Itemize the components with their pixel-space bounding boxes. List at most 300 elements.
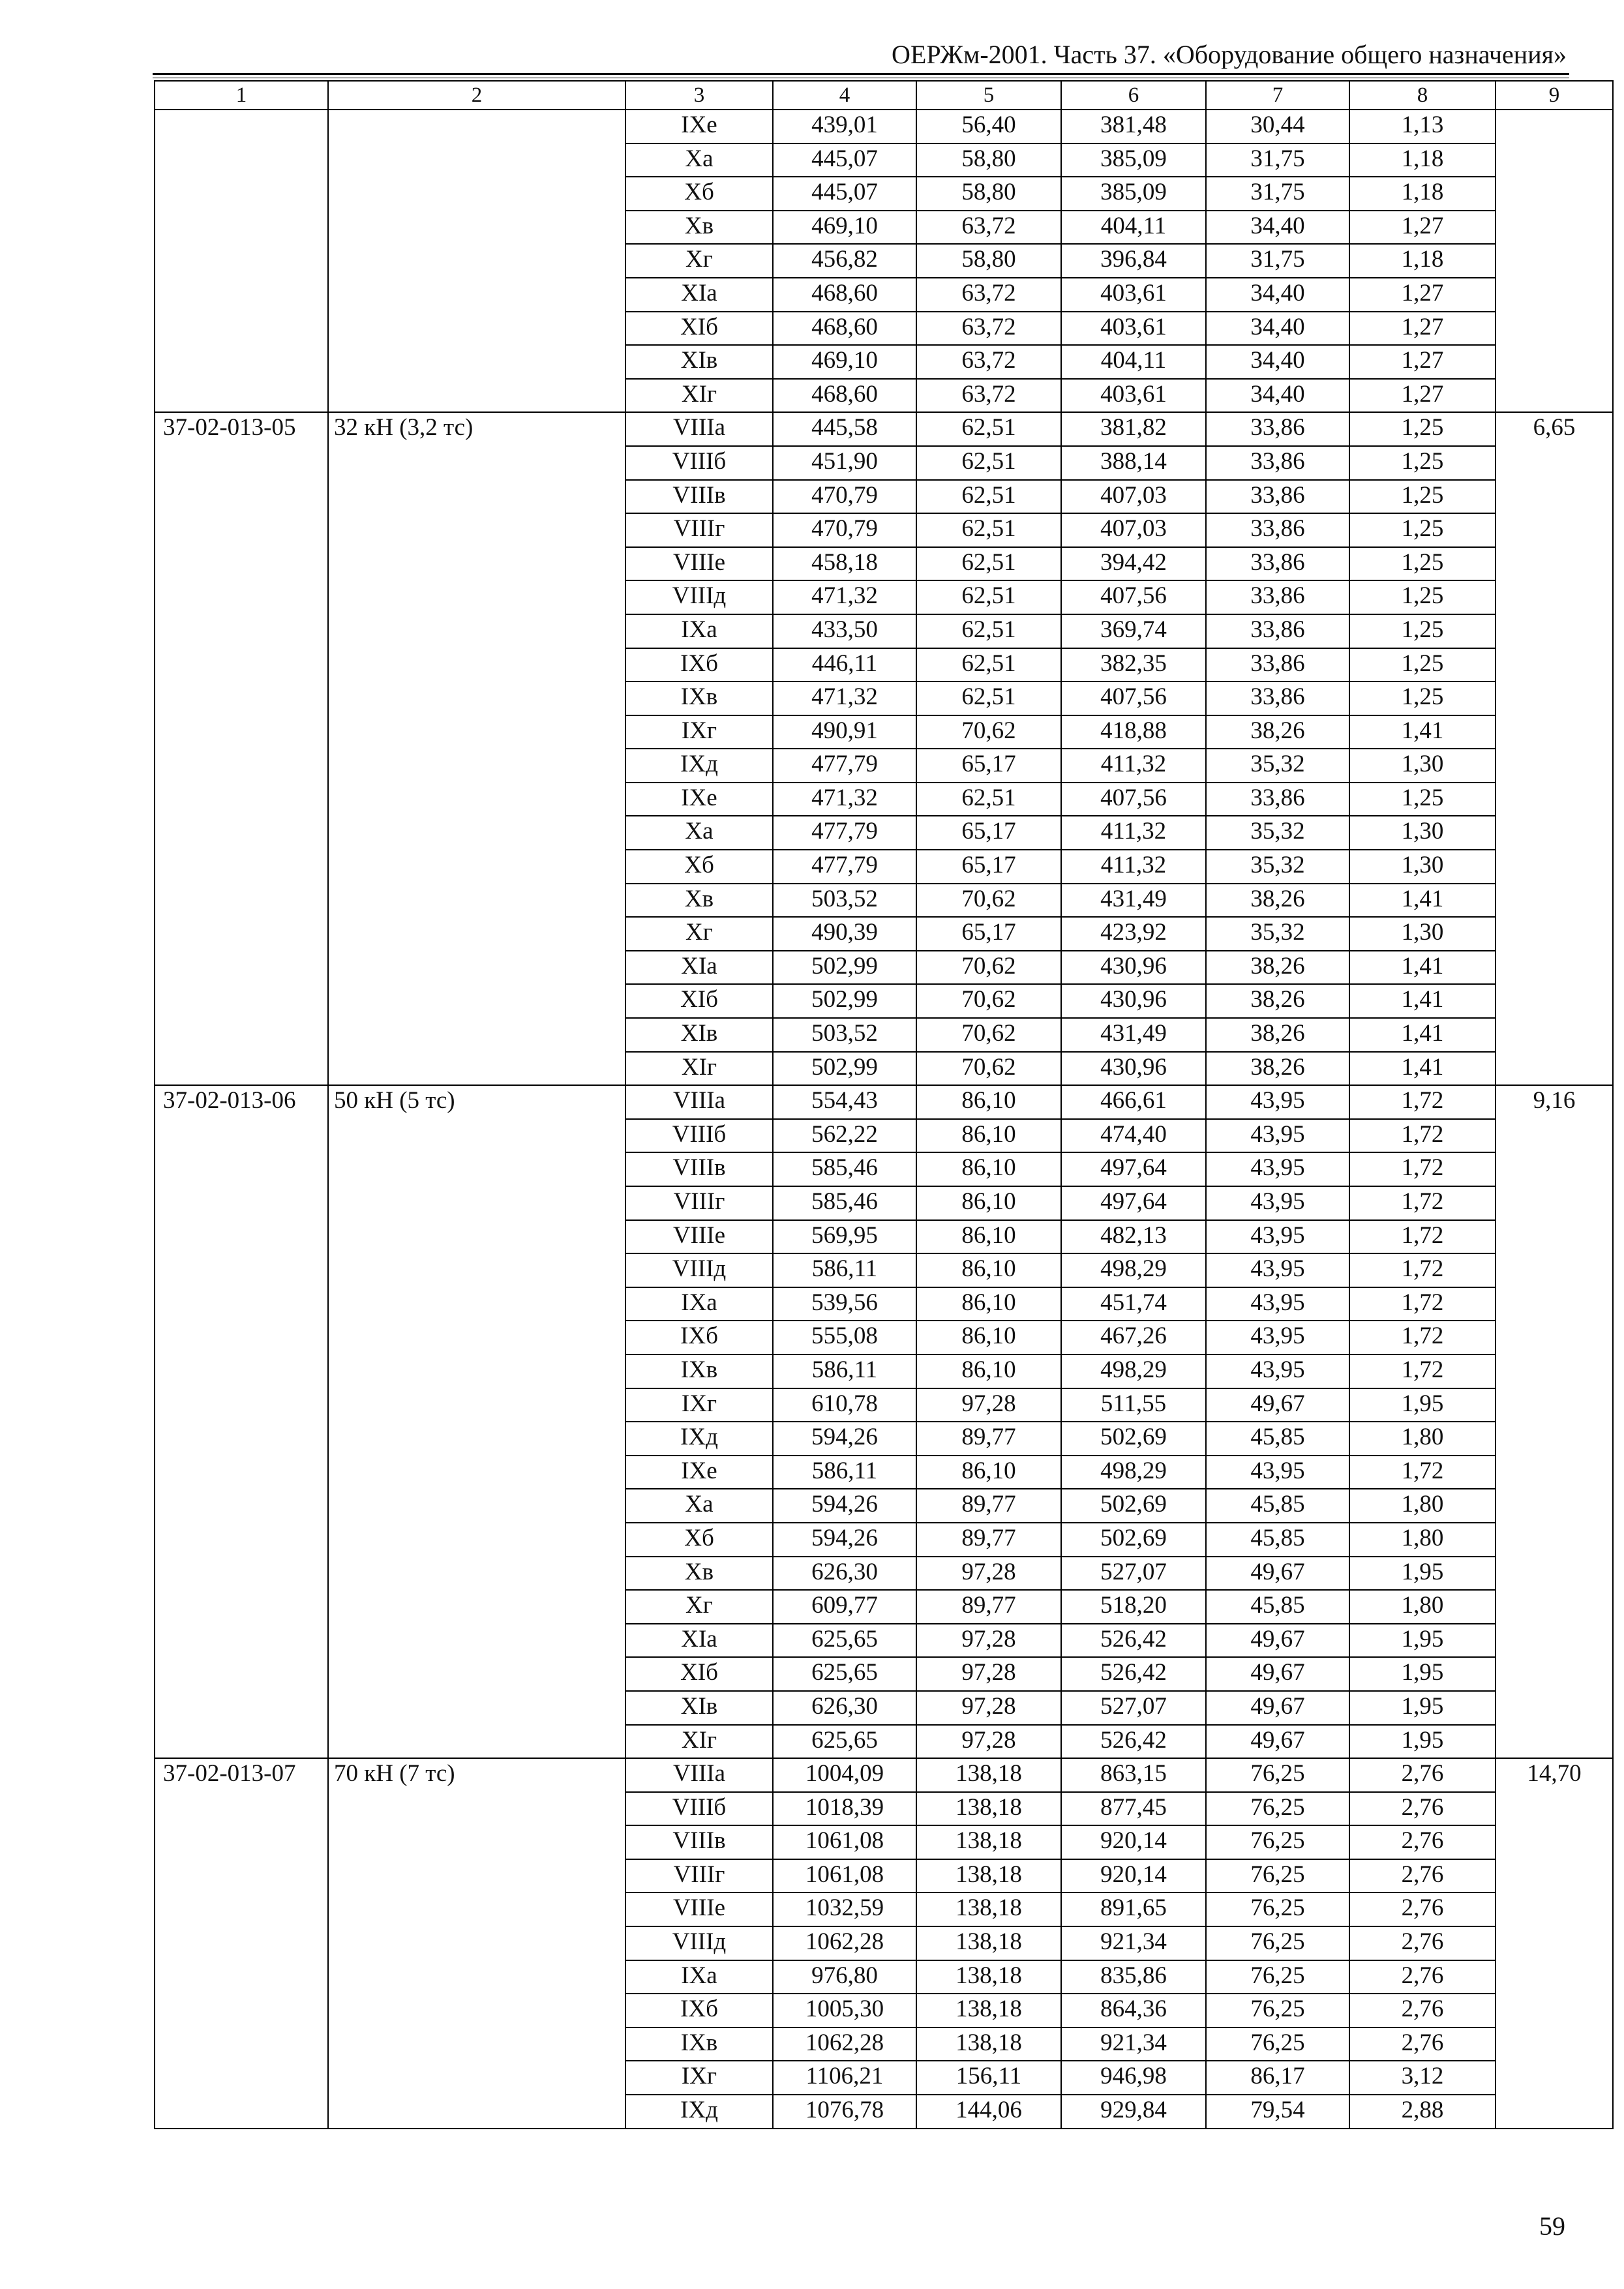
value-cell: 403,61 [1061, 278, 1206, 312]
value-cell: 1,72 [1349, 1152, 1496, 1186]
value-cell: 43,95 [1206, 1085, 1349, 1119]
value-cell: 43,95 [1206, 1253, 1349, 1287]
value-cell: 1,80 [1349, 1590, 1496, 1624]
value-cell: 594,26 [773, 1523, 916, 1557]
column-header: 8 [1349, 81, 1496, 110]
value-cell: 446,11 [773, 648, 916, 682]
zone-cell: VIIIд [625, 1926, 773, 1960]
resource-code-cell [155, 110, 328, 412]
value-cell: 381,82 [1061, 412, 1206, 446]
value-cell: 1062,28 [773, 2027, 916, 2061]
value-cell: 1,41 [1349, 951, 1496, 985]
value-cell: 1,25 [1349, 547, 1496, 581]
value-cell: 62,51 [916, 412, 1061, 446]
zone-cell: IXе [625, 110, 773, 143]
value-cell: 469,10 [773, 345, 916, 379]
value-cell: 1,27 [1349, 345, 1496, 379]
value-cell: 407,56 [1061, 580, 1206, 614]
value-cell: 49,67 [1206, 1557, 1349, 1591]
value-cell: 43,95 [1206, 1287, 1349, 1321]
value-cell: 45,85 [1206, 1523, 1349, 1557]
value-cell: 62,51 [916, 614, 1061, 648]
value-cell: 1,27 [1349, 278, 1496, 312]
zone-cell: VIIIб [625, 1792, 773, 1826]
value-cell: 527,07 [1061, 1691, 1206, 1725]
value-cell: 70,62 [916, 1052, 1061, 1086]
value-cell: 430,96 [1061, 984, 1206, 1018]
value-cell: 474,40 [1061, 1119, 1206, 1153]
value-cell: 2,76 [1349, 1960, 1496, 1994]
value-cell: 86,10 [916, 1253, 1061, 1287]
value-cell: 1,30 [1349, 917, 1496, 951]
value-cell: 1,41 [1349, 715, 1496, 749]
zone-cell: Xв [625, 884, 773, 918]
value-cell: 1,27 [1349, 211, 1496, 245]
value-cell: 610,78 [773, 1388, 916, 1422]
value-cell: 404,11 [1061, 211, 1206, 245]
zone-cell: VIIIа [625, 412, 773, 446]
value-cell: 2,76 [1349, 1994, 1496, 2027]
value-cell: 1,72 [1349, 1085, 1496, 1119]
value-cell: 382,35 [1061, 648, 1206, 682]
value-cell: 31,75 [1206, 143, 1349, 177]
value-cell: 138,18 [916, 1994, 1061, 2027]
zone-cell: XIг [625, 1052, 773, 1086]
value-cell: 625,65 [773, 1624, 916, 1658]
value-cell: 70,62 [916, 884, 1061, 918]
col9-value-cell: 9,16 [1496, 1085, 1613, 1758]
value-cell: 1,41 [1349, 984, 1496, 1018]
column-header: 4 [773, 81, 916, 110]
zone-cell: Xа [625, 1489, 773, 1523]
zone-cell: Xг [625, 1590, 773, 1624]
column-header: 1 [155, 81, 328, 110]
value-cell: 31,75 [1206, 244, 1349, 278]
value-cell: 625,65 [773, 1725, 916, 1759]
value-cell: 43,95 [1206, 1119, 1349, 1153]
value-cell: 43,95 [1206, 1456, 1349, 1489]
value-cell: 38,26 [1206, 1018, 1349, 1052]
zone-cell: VIIIд [625, 580, 773, 614]
col9-value-cell: 14,70 [1496, 1758, 1613, 2129]
value-cell: 1,72 [1349, 1287, 1496, 1321]
value-cell: 921,34 [1061, 1926, 1206, 1960]
value-cell: 89,77 [916, 1523, 1061, 1557]
zone-cell: VIIIг [625, 513, 773, 547]
value-cell: 97,28 [916, 1557, 1061, 1591]
value-cell: 1,18 [1349, 143, 1496, 177]
value-cell: 411,32 [1061, 850, 1206, 884]
value-cell: 920,14 [1061, 1825, 1206, 1859]
zone-cell: VIIIа [625, 1085, 773, 1119]
zone-cell: XIб [625, 312, 773, 346]
value-cell: 86,10 [916, 1119, 1061, 1153]
value-cell: 62,51 [916, 648, 1061, 682]
zone-cell: IXа [625, 1960, 773, 1994]
value-cell: 526,42 [1061, 1624, 1206, 1658]
value-cell: 469,10 [773, 211, 916, 245]
value-cell: 407,56 [1061, 783, 1206, 816]
value-cell: 76,25 [1206, 1960, 1349, 1994]
value-cell: 430,96 [1061, 951, 1206, 985]
value-cell: 1,41 [1349, 884, 1496, 918]
value-cell: 138,18 [916, 1792, 1061, 1826]
value-cell: 594,26 [773, 1489, 916, 1523]
value-cell: 445,07 [773, 177, 916, 211]
value-cell: 43,95 [1206, 1220, 1349, 1254]
resource-code-cell: 37-02-013-07 [155, 1758, 328, 2129]
zone-cell: XIа [625, 951, 773, 985]
table-row [155, 1758, 1613, 1792]
value-cell: 385,09 [1061, 177, 1206, 211]
value-cell: 76,25 [1206, 1994, 1349, 2027]
value-cell: 946,98 [1061, 2061, 1206, 2095]
value-cell: 976,80 [773, 1960, 916, 1994]
value-cell: 97,28 [916, 1691, 1061, 1725]
value-cell: 30,44 [1206, 110, 1349, 143]
value-cell: 381,48 [1061, 110, 1206, 143]
value-cell: 43,95 [1206, 1321, 1349, 1354]
value-cell: 2,76 [1349, 1859, 1496, 1893]
value-cell: 609,77 [773, 1590, 916, 1624]
value-cell: 404,11 [1061, 345, 1206, 379]
value-cell: 33,86 [1206, 783, 1349, 816]
value-cell: 497,64 [1061, 1152, 1206, 1186]
zone-cell: Xб [625, 850, 773, 884]
value-cell: 2,88 [1349, 2095, 1496, 2129]
resource-name-cell: 70 кН (7 тс) [328, 1758, 625, 2129]
value-cell: 1,95 [1349, 1725, 1496, 1759]
value-cell: 482,13 [1061, 1220, 1206, 1254]
value-cell: 97,28 [916, 1388, 1061, 1422]
value-cell: 477,79 [773, 749, 916, 783]
value-cell: 65,17 [916, 850, 1061, 884]
value-cell: 43,95 [1206, 1186, 1349, 1220]
zone-cell: IXв [625, 1354, 773, 1388]
value-cell: 33,86 [1206, 648, 1349, 682]
value-cell: 470,79 [773, 480, 916, 514]
value-cell: 63,72 [916, 312, 1061, 346]
value-cell: 1,25 [1349, 614, 1496, 648]
page-number: 59 [1539, 2211, 1565, 2241]
zone-cell: XIа [625, 1624, 773, 1658]
value-cell: 625,65 [773, 1657, 916, 1691]
value-cell: 86,10 [916, 1354, 1061, 1388]
value-cell: 3,12 [1349, 2061, 1496, 2095]
value-cell: 45,85 [1206, 1590, 1349, 1624]
column-header: 6 [1061, 81, 1206, 110]
value-cell: 403,61 [1061, 312, 1206, 346]
value-cell: 63,72 [916, 211, 1061, 245]
value-cell: 569,95 [773, 1220, 916, 1254]
value-cell: 1004,09 [773, 1758, 916, 1792]
value-cell: 1,25 [1349, 783, 1496, 816]
value-cell: 1,25 [1349, 446, 1496, 480]
zone-cell: Xб [625, 1523, 773, 1557]
page-header-title: ОЕРЖм-2001. Часть 37. «Оборудование общего назначения» [892, 40, 1567, 69]
value-cell: 76,25 [1206, 1859, 1349, 1893]
value-cell: 138,18 [916, 1758, 1061, 1792]
zone-cell: IXг [625, 1388, 773, 1422]
value-cell: 86,10 [916, 1456, 1061, 1489]
zone-cell: VIIIа [625, 1758, 773, 1792]
column-number-row [155, 81, 1613, 110]
value-cell: 423,92 [1061, 917, 1206, 951]
value-cell: 144,06 [916, 2095, 1061, 2129]
value-cell: 49,67 [1206, 1657, 1349, 1691]
zone-cell: XIв [625, 1691, 773, 1725]
value-cell: 76,25 [1206, 2027, 1349, 2061]
value-cell: 2,76 [1349, 1792, 1496, 1826]
value-cell: 76,25 [1206, 1825, 1349, 1859]
value-cell: 138,18 [916, 1859, 1061, 1893]
value-cell: 585,46 [773, 1186, 916, 1220]
value-cell: 86,10 [916, 1321, 1061, 1354]
value-cell: 562,22 [773, 1119, 916, 1153]
zone-cell: VIIIе [625, 547, 773, 581]
value-cell: 1106,21 [773, 2061, 916, 2095]
zone-cell: IXб [625, 1994, 773, 2027]
value-cell: 33,86 [1206, 681, 1349, 715]
resource-name-cell: 50 кН (5 тс) [328, 1085, 625, 1758]
zone-cell: XIб [625, 1657, 773, 1691]
value-cell: 1,18 [1349, 244, 1496, 278]
value-cell: 1,18 [1349, 177, 1496, 211]
value-cell: 76,25 [1206, 1792, 1349, 1826]
value-cell: 1,41 [1349, 1052, 1496, 1086]
value-cell: 502,69 [1061, 1489, 1206, 1523]
value-cell: 863,15 [1061, 1758, 1206, 1792]
value-cell: 468,60 [773, 379, 916, 413]
value-cell: 70,62 [916, 715, 1061, 749]
value-cell: 1,41 [1349, 1018, 1496, 1052]
zone-cell: XIв [625, 345, 773, 379]
value-cell: 97,28 [916, 1657, 1061, 1691]
value-cell: 502,99 [773, 951, 916, 985]
value-cell: 503,52 [773, 884, 916, 918]
value-cell: 470,79 [773, 513, 916, 547]
value-cell: 1,72 [1349, 1253, 1496, 1287]
resource-code-cell: 37-02-013-06 [155, 1085, 328, 1758]
zone-cell: IXа [625, 1287, 773, 1321]
value-cell: 418,88 [1061, 715, 1206, 749]
value-cell: 86,10 [916, 1186, 1061, 1220]
value-cell: 156,11 [916, 2061, 1061, 2095]
zone-cell: IXд [625, 749, 773, 783]
value-cell: 34,40 [1206, 211, 1349, 245]
value-cell: 1,72 [1349, 1321, 1496, 1354]
value-cell: 138,18 [916, 1893, 1061, 1926]
value-cell: 445,07 [773, 143, 916, 177]
value-cell: 626,30 [773, 1557, 916, 1591]
value-cell: 503,52 [773, 1018, 916, 1052]
value-cell: 1062,28 [773, 1926, 916, 1960]
value-cell: 138,18 [916, 1926, 1061, 1960]
value-cell: 407,03 [1061, 513, 1206, 547]
value-cell: 835,86 [1061, 1960, 1206, 1994]
value-cell: 33,86 [1206, 480, 1349, 514]
value-cell: 1,30 [1349, 749, 1496, 783]
value-cell: 35,32 [1206, 850, 1349, 884]
value-cell: 439,01 [773, 110, 916, 143]
zone-cell: IXд [625, 1422, 773, 1456]
value-cell: 35,32 [1206, 749, 1349, 783]
zone-cell: VIIIв [625, 1825, 773, 1859]
value-cell: 1,25 [1349, 580, 1496, 614]
value-cell: 369,74 [1061, 614, 1206, 648]
value-cell: 2,76 [1349, 2027, 1496, 2061]
value-cell: 1,13 [1349, 110, 1496, 143]
value-cell: 407,03 [1061, 480, 1206, 514]
value-cell: 502,99 [773, 984, 916, 1018]
value-cell: 385,09 [1061, 143, 1206, 177]
value-cell: 502,99 [773, 1052, 916, 1086]
zone-cell: VIIIе [625, 1220, 773, 1254]
value-cell: 1061,08 [773, 1859, 916, 1893]
value-cell: 1,30 [1349, 850, 1496, 884]
value-cell: 86,10 [916, 1085, 1061, 1119]
value-cell: 1,27 [1349, 379, 1496, 413]
zone-cell: XIа [625, 278, 773, 312]
value-cell: 585,46 [773, 1152, 916, 1186]
value-cell: 468,60 [773, 312, 916, 346]
value-cell: 45,85 [1206, 1422, 1349, 1456]
col9-value-cell [1496, 110, 1613, 412]
value-cell: 62,51 [916, 580, 1061, 614]
value-cell: 43,95 [1206, 1354, 1349, 1388]
value-cell: 466,61 [1061, 1085, 1206, 1119]
value-cell: 445,58 [773, 412, 916, 446]
value-cell: 62,51 [916, 547, 1061, 581]
value-cell: 929,84 [1061, 2095, 1206, 2129]
value-cell: 407,56 [1061, 681, 1206, 715]
value-cell: 70,62 [916, 1018, 1061, 1052]
zone-cell: IXд [625, 2095, 773, 2129]
zone-cell: Xа [625, 816, 773, 850]
column-header: 7 [1206, 81, 1349, 110]
value-cell: 394,42 [1061, 547, 1206, 581]
zone-cell: VIIIд [625, 1253, 773, 1287]
table-row [155, 110, 1613, 143]
value-cell: 86,10 [916, 1220, 1061, 1254]
value-cell: 526,42 [1061, 1657, 1206, 1691]
value-cell: 490,39 [773, 917, 916, 951]
zone-cell: XIб [625, 984, 773, 1018]
value-cell: 58,80 [916, 177, 1061, 211]
value-cell: 33,86 [1206, 513, 1349, 547]
zone-cell: XIв [625, 1018, 773, 1052]
value-cell: 1,72 [1349, 1354, 1496, 1388]
value-cell: 43,95 [1206, 1152, 1349, 1186]
resource-name-cell: 32 кН (3,2 тс) [328, 412, 625, 1085]
value-cell: 49,67 [1206, 1725, 1349, 1759]
value-cell: 594,26 [773, 1422, 916, 1456]
value-cell: 626,30 [773, 1691, 916, 1725]
value-cell: 97,28 [916, 1725, 1061, 1759]
zone-cell: IXв [625, 681, 773, 715]
value-cell: 1,25 [1349, 412, 1496, 446]
header-rule [153, 73, 1569, 75]
value-cell: 518,20 [1061, 1590, 1206, 1624]
value-cell: 2,76 [1349, 1893, 1496, 1926]
value-cell: 1,95 [1349, 1557, 1496, 1591]
value-cell: 1,25 [1349, 513, 1496, 547]
zone-cell: XIг [625, 379, 773, 413]
zone-cell: IXе [625, 1456, 773, 1489]
value-cell: 45,85 [1206, 1489, 1349, 1523]
value-cell: 1,25 [1349, 648, 1496, 682]
value-cell: 411,32 [1061, 749, 1206, 783]
value-cell: 89,77 [916, 1422, 1061, 1456]
zone-cell: IXг [625, 715, 773, 749]
value-cell: 86,10 [916, 1152, 1061, 1186]
zone-cell: IXб [625, 648, 773, 682]
value-cell: 471,32 [773, 580, 916, 614]
value-cell: 431,49 [1061, 1018, 1206, 1052]
zone-cell: Xг [625, 917, 773, 951]
value-cell: 56,40 [916, 110, 1061, 143]
value-cell: 1032,59 [773, 1893, 916, 1926]
value-cell: 58,80 [916, 143, 1061, 177]
value-cell: 62,51 [916, 446, 1061, 480]
value-cell: 62,51 [916, 681, 1061, 715]
value-cell: 97,28 [916, 1624, 1061, 1658]
value-cell: 33,86 [1206, 446, 1349, 480]
value-cell: 497,64 [1061, 1186, 1206, 1220]
value-cell: 451,90 [773, 446, 916, 480]
zone-cell: VIIIв [625, 1152, 773, 1186]
value-cell: 586,11 [773, 1354, 916, 1388]
value-cell: 921,34 [1061, 2027, 1206, 2061]
value-cell: 1,95 [1349, 1624, 1496, 1658]
value-cell: 76,25 [1206, 1926, 1349, 1960]
value-cell: 89,77 [916, 1590, 1061, 1624]
value-cell: 89,77 [916, 1489, 1061, 1523]
resource-name-cell [328, 110, 625, 412]
value-cell: 554,43 [773, 1085, 916, 1119]
value-cell: 38,26 [1206, 951, 1349, 985]
value-cell: 2,76 [1349, 1758, 1496, 1792]
table-row [155, 412, 1613, 446]
table-row [155, 1085, 1613, 1119]
value-cell: 49,67 [1206, 1624, 1349, 1658]
value-cell: 33,86 [1206, 412, 1349, 446]
value-cell: 38,26 [1206, 884, 1349, 918]
zone-cell: VIIIв [625, 480, 773, 514]
value-cell: 35,32 [1206, 816, 1349, 850]
value-cell: 502,69 [1061, 1422, 1206, 1456]
value-cell: 864,36 [1061, 1994, 1206, 2027]
value-cell: 1005,30 [773, 1994, 916, 2027]
value-cell: 63,72 [916, 379, 1061, 413]
value-cell: 86,10 [916, 1287, 1061, 1321]
value-cell: 34,40 [1206, 278, 1349, 312]
value-cell: 1,25 [1349, 681, 1496, 715]
value-cell: 70,62 [916, 984, 1061, 1018]
value-cell: 1,95 [1349, 1657, 1496, 1691]
zone-cell: Xв [625, 211, 773, 245]
value-cell: 49,67 [1206, 1691, 1349, 1725]
value-cell: 498,29 [1061, 1354, 1206, 1388]
value-cell: 34,40 [1206, 312, 1349, 346]
value-cell: 33,86 [1206, 580, 1349, 614]
zone-cell: IXв [625, 2027, 773, 2061]
value-cell: 471,32 [773, 783, 916, 816]
value-cell: 396,84 [1061, 244, 1206, 278]
value-cell: 433,50 [773, 614, 916, 648]
value-cell: 526,42 [1061, 1725, 1206, 1759]
value-cell: 539,56 [773, 1287, 916, 1321]
